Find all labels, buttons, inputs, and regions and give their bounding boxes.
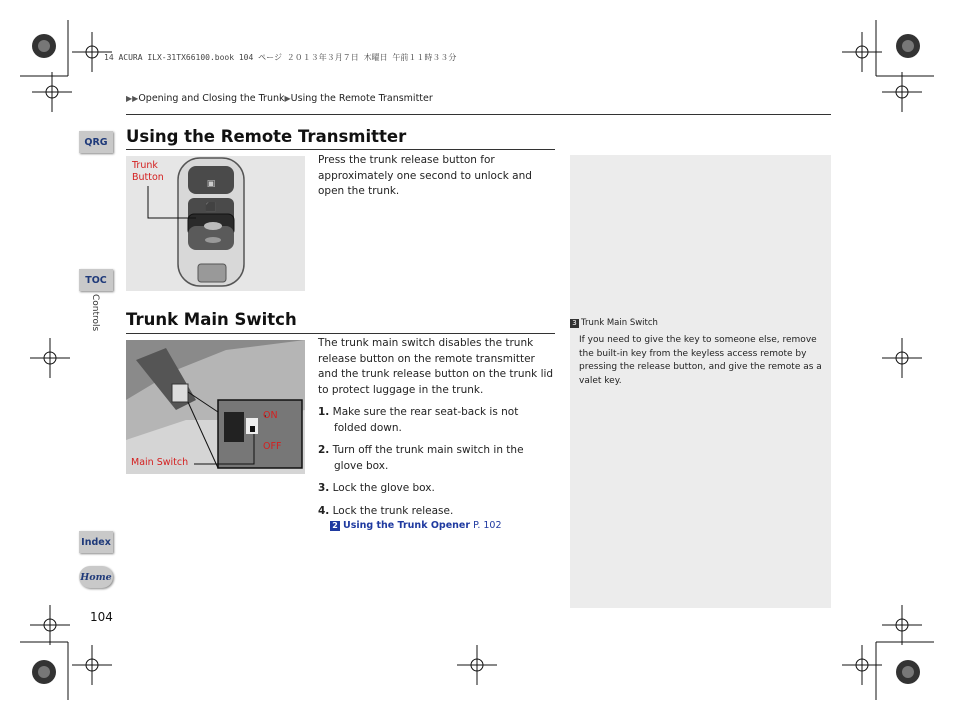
step-text: Lock the trunk release. xyxy=(332,504,454,517)
reference-title: Using the Trunk Opener xyxy=(343,520,471,531)
breadcrumb xyxy=(126,93,433,104)
step-number: 3. xyxy=(318,482,330,494)
trunk-button-label: Trunk Button xyxy=(132,160,164,183)
switch-on-label: ON xyxy=(263,410,278,421)
page-number: 104 xyxy=(90,610,113,624)
step-text: Turn off the trunk main switch in the glove box. xyxy=(332,444,524,472)
section-rule-main-switch xyxy=(126,333,555,334)
section-title-main-switch: Trunk Main Switch xyxy=(126,310,297,329)
home-button[interactable]: Home xyxy=(79,566,113,588)
svg-text:▣: ▣ xyxy=(206,179,216,189)
note-heading xyxy=(570,318,658,328)
note-icon: 3 xyxy=(570,319,579,328)
section-title-remote: Using the Remote Transmitter xyxy=(126,127,407,146)
list-item xyxy=(318,443,554,474)
qrg-button[interactable]: QRG xyxy=(79,131,113,153)
step-list xyxy=(318,405,554,526)
header-rule xyxy=(126,114,831,115)
step-text: Lock the glove box. xyxy=(332,482,435,494)
main-switch-intro: The trunk main switch disables the trunk release button on the remote transmitter and the trunk release button on the trunk lid to protect luggage in the trunk. xyxy=(318,337,554,396)
section-rule-remote xyxy=(126,149,555,150)
trunk-main-switch-figure xyxy=(126,340,305,474)
index-button[interactable]: Index xyxy=(79,531,113,553)
step-number: 1. xyxy=(318,406,330,418)
breadcrumb-parent-link[interactable]: Opening and Closing the Trunk xyxy=(138,93,285,104)
section-tab-controls: Controls xyxy=(90,294,100,332)
list-item xyxy=(318,481,554,497)
step-text: Make sure the rear seat-back is not folded down. xyxy=(332,406,519,434)
breadcrumb-current: Using the Remote Transmitter xyxy=(290,93,433,104)
list-item xyxy=(318,504,554,520)
switch-off-label: OFF xyxy=(263,441,282,452)
reference-page: P. 102 xyxy=(473,520,502,531)
note-title: Trunk Main Switch xyxy=(581,318,658,328)
step-number: 2. xyxy=(318,444,330,456)
trunk-opener-link[interactable] xyxy=(330,520,502,531)
breadcrumb-arrow-icon: ▶▶ xyxy=(126,94,139,103)
breadcrumb-separator-icon: ▶ xyxy=(284,94,291,103)
toc-button[interactable]: TOC xyxy=(79,269,113,291)
list-item xyxy=(318,405,554,436)
remote-instructions: Press the trunk release button for approximately one second to unlock and open the trunk. xyxy=(318,154,532,197)
note-body: If you need to give the key to someone else, remove the built-in key from the keyless access remote by pressing the release button, and give the remote as a valet key. xyxy=(579,335,822,386)
print-header: 14 ACURA ILX-31TX66100.book 104 ページ ２０１３年３月７日 木曜日 午前１１時３３分 xyxy=(104,53,457,62)
main-switch-label: Main Switch xyxy=(131,457,189,468)
svg-text:⬛: ⬛ xyxy=(205,203,217,213)
step-number: 4. xyxy=(318,504,330,517)
reference-arrow-icon: 2 xyxy=(330,521,340,531)
